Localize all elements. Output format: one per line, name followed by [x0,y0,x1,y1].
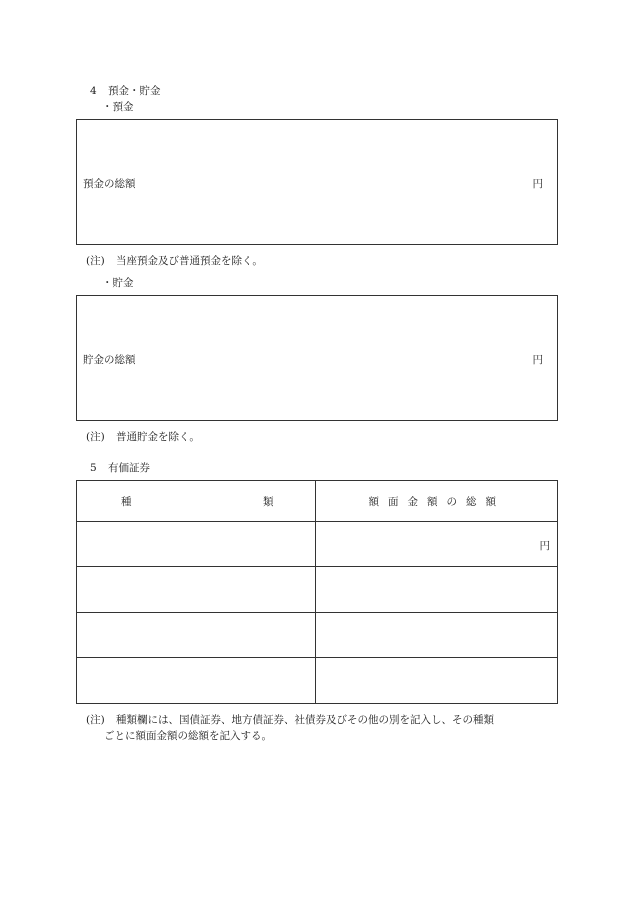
securities-note-prefix: (注) [86,714,105,726]
kind-cell[interactable] [77,567,316,613]
kind-cell[interactable] [77,658,316,704]
section-4-heading [90,83,161,98]
section-5-title: 有価証券 [108,462,151,474]
deposit-note-text: 当座預金及び普通預金を除く。 [116,255,263,267]
table-header-row [77,481,558,522]
table-row [77,613,558,658]
header-amount-cell [316,481,558,522]
securities-note-line2: ごとに額面金額の総額を記入する。 [104,730,272,742]
header-kind-right: 類 [263,496,274,508]
header-kind-left: 種 [121,496,132,508]
savings-note [86,429,200,444]
savings-note-text: 普通貯金を除く。 [116,431,200,443]
savings-total-label: 貯金の総額 [83,354,136,366]
section-5-number: 5 [90,462,97,474]
deposit-note-prefix: (注) [86,255,105,267]
amount-unit: 円 [539,540,550,552]
savings-note-prefix: (注) [86,431,105,443]
deposit-note [86,253,263,268]
securities-note [86,712,494,727]
amount-cell[interactable] [316,567,558,613]
header-kind-cell [77,481,316,522]
deposit-unit: 円 [532,178,543,190]
securities-table [76,480,558,704]
deposit-total-label: 預金の総額 [83,178,136,190]
amount-cell[interactable] [316,522,558,567]
deposit-subheading: ・預金 [102,101,134,113]
section-4-title: 預金・貯金 [108,85,161,97]
header-amount-label: 額面金額の総額 [368,495,505,508]
table-row [77,522,558,567]
kind-cell[interactable] [77,522,316,567]
table-row [77,567,558,613]
deposit-box [76,119,558,245]
section-4-number: 4 [90,85,97,97]
section-5-heading [90,460,150,475]
savings-subheading: ・貯金 [102,277,134,289]
savings-box [76,295,558,421]
amount-cell[interactable] [316,613,558,658]
savings-unit: 円 [532,354,543,366]
kind-cell[interactable] [77,613,316,658]
amount-cell[interactable] [316,658,558,704]
securities-note-line1: 種類欄には、国債証券、地方債証券、社債券及びその他の別を記入し、その種類 [116,714,495,726]
table-row [77,658,558,704]
